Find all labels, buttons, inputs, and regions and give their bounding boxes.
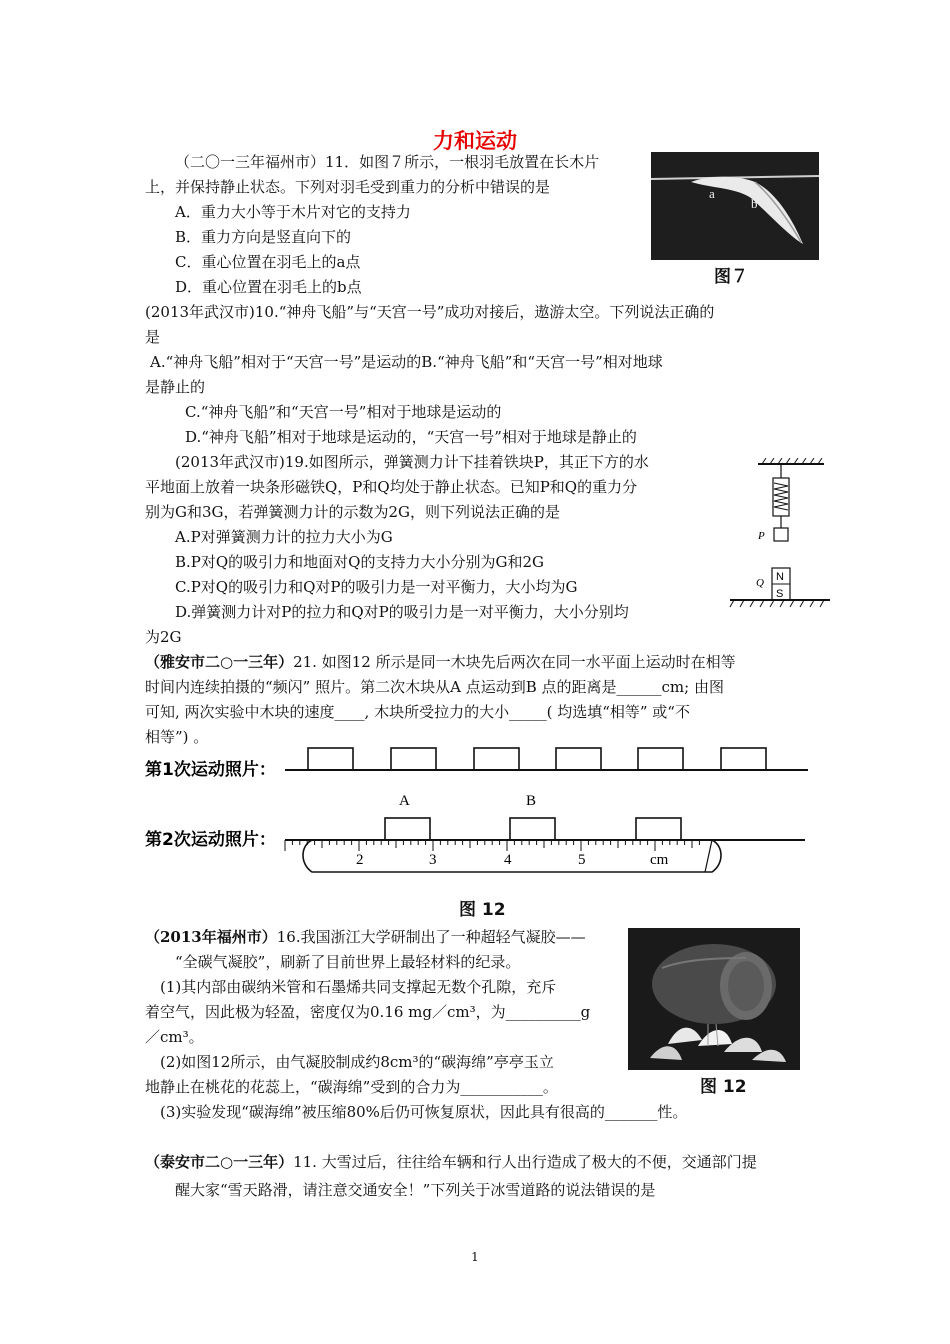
figure-12-caption: 图 12 [459,900,506,920]
q1-line-2: 上，并保持静止状态。下列对羽毛受到重力的分析中错误的是 [145,178,551,196]
q4-line-1-text: 21. 如图12 所示是同一木块先后两次在同一水平面上运动时在相等 [293,653,736,671]
label-s: S [776,588,784,600]
spring-scale-figure [718,458,838,610]
q5-part-1b: 着空气，因此极为轻盈，密度仅为0.16 mg／cm³，为__________g [145,1003,591,1021]
q3-line-end: 为2G [145,628,182,646]
q1-option-b: B．重力方向是竖直向下的 [175,228,352,246]
label-n: N [776,571,784,583]
q3-option-d: D.弹簧测力计对P的拉力和Q对P的吸引力是一对平衡力，大小分别均 [175,603,629,621]
q3-line-2: 平地面上放着一块条形磁铁Q，P和Q均处于静止状态。已知P和Q的重力分 [145,478,638,496]
q6-line-1 [145,1152,757,1172]
q6-line-2: 醒大家“雪天路滑，请注意交通安全！”下列关于冰雪道路的说法错误的是 [175,1181,656,1199]
q1-option-d: D．重心位置在羽毛上的b点 [175,278,362,296]
q2-option-c: C.“神舟飞船”和“天宫一号”相对于地球是运动的 [185,403,502,421]
tick-label-cm: cm [650,852,669,868]
label-a: A [399,793,410,809]
tick-label-5: 5 [578,852,586,868]
page-title: 力和运动 [433,129,517,153]
label-p: P [758,530,765,542]
q1-option-a: A．重力大小等于木片对它的支持力 [175,203,411,221]
tick-label-3: 3 [429,852,437,868]
q4-line-1 [145,652,736,672]
q1-option-c: C．重心位置在羽毛上的a点 [175,253,361,271]
q2-line-3: A.“神舟飞船”相对于“天宫一号”是运动的B.“神舟飞船”和“天宫一号”相对地球 [150,353,663,371]
feather-photo [651,152,819,260]
q6-source: （泰安市二○一三年） [145,1153,294,1171]
q3-line-3: 别为G和3G，若弹簧测力计的示数为2G，则下列说法正确的是 [145,503,561,521]
q3-option-c: C.P对Q的吸引力和Q对P的吸引力是一对平衡力，大小均为G [175,578,578,596]
q1-line-1: （二〇一三年福州市）11．如图７所示，一根羽毛放置在长木片 [175,153,600,171]
q2-line-1: (2013年武汉市)10.“神舟飞船”与“天宫一号”成功对接后，遨游太空。下列说法正确的 [145,303,715,321]
q4-line-3: 可知, 两次实验中木块的速度____, 木块所受拉力的大小_____( 均选填“相等” 或“不 [145,703,690,721]
q4-line-2: 时间内连续拍摄的“频闪” 照片。第二次木块从A 点运动到B 点的距离是______cm; 由图 [145,678,724,696]
q5-part-1a: (1)其内部由碳纳米管和石墨烯共同支撑起无数个孔隙，充斥 [160,978,557,996]
label-q: Q [756,577,764,589]
feather-label-a: a [709,186,715,201]
row-1-label: 第1次运动照片： [145,760,276,780]
carbon-sponge-photo [628,928,800,1070]
q2-line-2: 是 [145,328,161,346]
q5-line-2: “全碳气凝胶”，刷新了目前世界上最轻材料的纪录。 [175,953,521,971]
q5-line-1 [145,927,586,947]
figure-12-photo-caption: 图 12 [700,1077,747,1097]
q3-line-1: (2013年武汉市)19.如图所示，弹簧测力计下挂着铁块P，其正下方的水 [175,453,649,471]
figure-7-caption: 图７ [714,267,748,287]
q6-line-1-text: 11. 大雪过后，往往给车辆和行人出行造成了极大的不便，交通部门提 [293,1153,757,1171]
q5-source: （2013年福州市） [145,928,277,946]
row-2-label: 第2次运动照片： [145,830,276,850]
flash-photo-figure [140,742,820,882]
label-b: B [526,793,537,809]
tick-label-4: 4 [504,852,512,868]
q5-part-1c: ／cm³。 [145,1028,204,1046]
q2-option-d: D.“神舟飞船”相对于地球是运动的，“天宫一号”相对于地球是静止的 [185,428,637,446]
q5-part-3: (3)实验发现“碳海绵”被压缩80%后仍可恢复原状，因此具有很高的_______性。 [160,1103,688,1121]
q3-option-a: A.P对弹簧测力计的拉力大小为G [175,528,393,546]
page-number: 1 [471,1250,479,1264]
q2-line-4: 是静止的 [145,378,206,396]
q4-source: （雅安市二○一三年） [145,653,294,671]
q3-option-b: B.P对Q的吸引力和地面对Q的支持力大小分别为G和2G [175,553,544,571]
q5-part-2a: (2)如图12所示，由气凝胶制成约8cm³的“碳海绵”亭亭玉立 [160,1053,554,1071]
feather-label-b: b [751,196,758,211]
q5-line-1-text: 16.我国浙江大学研制出了一种超轻气凝胶—— [276,928,586,946]
tick-label-2: 2 [356,852,364,868]
q4-line-4: 相等”) 。 [145,728,209,746]
q5-part-2b: 地静止在桃花的花蕊上，“碳海绵”受到的合力为___________。 [145,1078,558,1096]
